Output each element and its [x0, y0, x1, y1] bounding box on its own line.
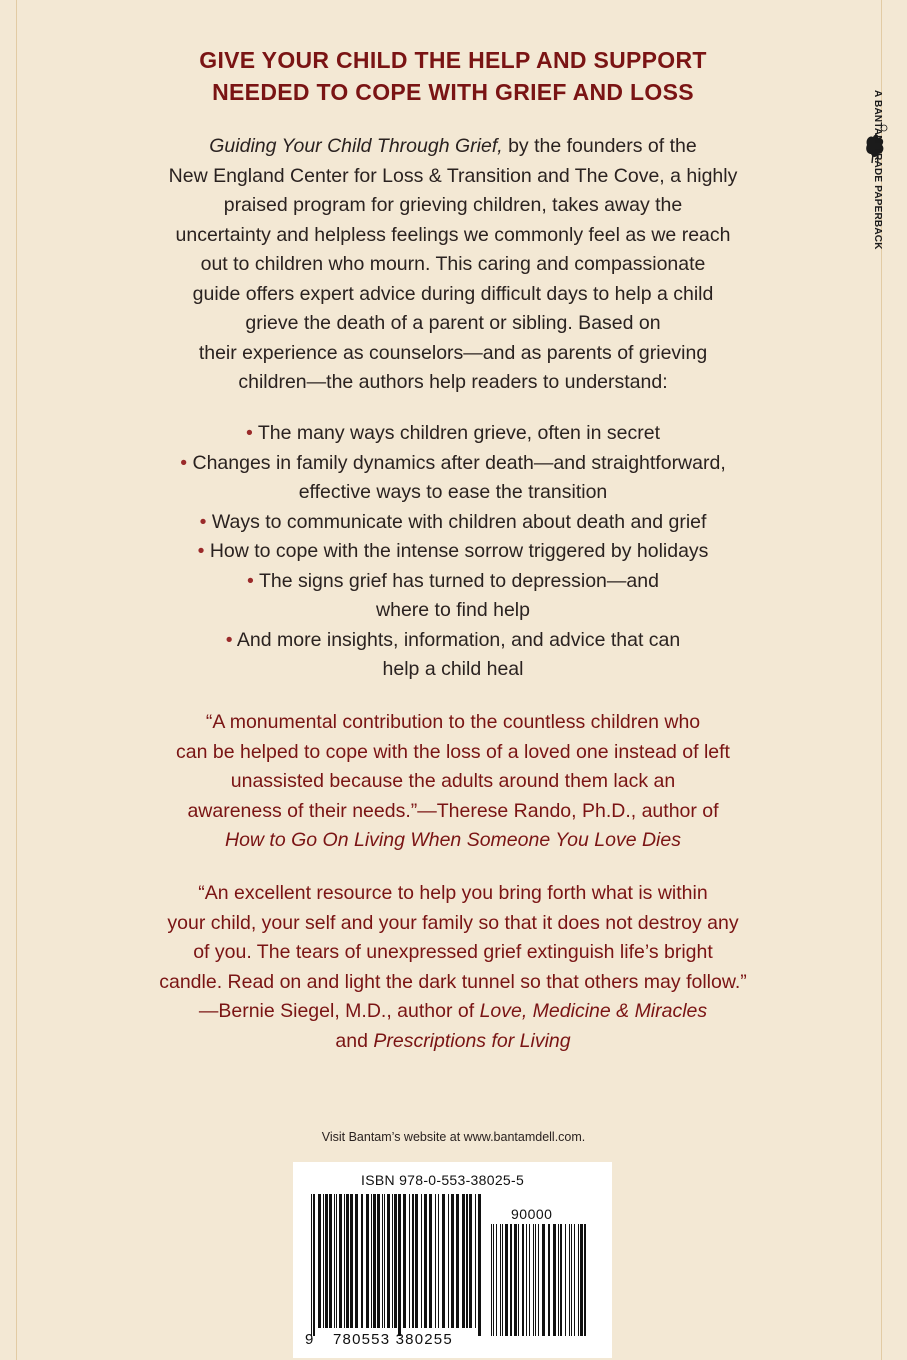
barcode-bar — [558, 1224, 559, 1336]
bullet-icon: • — [197, 540, 205, 562]
website-line: Visit Bantam’s website at www.bantamdell.com. — [321, 1130, 586, 1144]
description-line: grieve the death of a parent or sibling. Based on — [245, 312, 661, 334]
headline — [50, 44, 856, 108]
headline-line: GIVE YOUR CHILD THE HELP AND SUPPORT — [199, 47, 707, 73]
barcode-bar — [323, 1194, 324, 1328]
barcode-bar — [553, 1224, 556, 1336]
barcode-bar — [429, 1194, 432, 1328]
barcode-bar — [538, 1224, 539, 1336]
barcode-bar — [373, 1194, 376, 1328]
spine-imprint-text: A BANTAM TRADE PAPERBACK — [872, 90, 883, 250]
barcode-bar — [336, 1194, 337, 1328]
barcode-bar — [469, 1194, 472, 1328]
barcode-bar — [496, 1224, 497, 1336]
review-quote-rando — [50, 708, 856, 856]
quote-line: awareness of their needs.”—Therese Rando, Ph.D., author of — [187, 799, 719, 822]
barcode-bar — [438, 1194, 439, 1328]
barcode-bar — [421, 1194, 422, 1328]
barcode-bar — [475, 1194, 476, 1328]
barcode-bar — [560, 1224, 562, 1336]
barcode-bar — [462, 1194, 465, 1328]
barcode-bar — [371, 1194, 372, 1328]
barcode-bar — [518, 1224, 519, 1336]
description-line: praised program for grieving children, takes away the — [223, 194, 683, 216]
description-line: out to children who mourn. This caring and compassionate — [200, 253, 706, 275]
barcode-bar — [387, 1194, 390, 1328]
barcode-bar — [505, 1224, 508, 1336]
ean-digits: 780553 380255 — [333, 1331, 453, 1348]
barcode-bar — [491, 1224, 492, 1336]
barcode-bar — [377, 1194, 380, 1328]
bullet-icon: • — [180, 451, 188, 474]
barcode-bar — [403, 1194, 406, 1328]
barcode-bar — [510, 1224, 512, 1336]
barcode-bar — [451, 1194, 454, 1328]
barcode-bar — [334, 1194, 335, 1328]
bullet-item: • And more insights, information, and advice that can help a child heal — [225, 628, 681, 680]
description — [50, 132, 856, 398]
headline-line: NEEDED TO COPE WITH GRIEF AND LOSS — [212, 79, 694, 105]
ean-digit: 9 — [305, 1331, 314, 1348]
barcode-bar — [542, 1224, 545, 1336]
bullet-icon: • — [247, 569, 254, 592]
quote-book-title: How to Go On Living When Someone You Love Dies — [225, 829, 681, 851]
barcode-bar — [571, 1224, 572, 1336]
barcode-bar — [526, 1224, 527, 1336]
barcode-bar — [529, 1224, 530, 1336]
quote-line: of you. The tears of unexpressed grief extinguish life’s bright — [193, 941, 713, 963]
book-title: Guiding Your Child Through Grief, — [209, 135, 503, 157]
barcode-bar — [382, 1194, 383, 1328]
description-line: uncertainty and helpless feelings we commonly feel as we reach — [175, 223, 731, 246]
barcode-bar — [361, 1194, 363, 1328]
quote-line: “A monumental contribution to the countless children who — [205, 711, 701, 733]
description-line: New England Center for Loss & Transition and The Cove, a highly — [168, 164, 738, 187]
barcode-bar — [442, 1194, 445, 1328]
barcode-bar — [500, 1224, 501, 1336]
barcode-bar — [522, 1224, 524, 1336]
barcode-bar — [313, 1194, 315, 1336]
barcode-bar — [424, 1194, 427, 1328]
quote-line: “An excellent resource to help you bring forth what is within — [198, 882, 708, 904]
barcode-bar — [456, 1194, 459, 1328]
barcode-bar — [535, 1224, 536, 1336]
quote-line: candle. Read on and light the dark tunnel so that others may follow.” — [159, 970, 747, 993]
bullet-icon: • — [245, 422, 253, 444]
quote-book-title: Prescriptions for Living — [373, 1029, 571, 1052]
barcode-bar — [394, 1194, 397, 1328]
barcode-bar — [502, 1224, 503, 1336]
barcode-bar — [355, 1194, 358, 1328]
barcode-bar — [435, 1194, 436, 1328]
barcode-bar — [311, 1194, 312, 1336]
isbn-text: ISBN 978-0-553-38025-5 — [361, 1172, 525, 1188]
description-line: Guiding Your Child Through Grief, by the founders of the — [209, 135, 697, 157]
barcode-bar — [565, 1224, 566, 1336]
barcode-bar — [466, 1194, 468, 1328]
quote-line: can be helped to cope with the loss of a loved one instead of left — [176, 740, 730, 763]
barcode-bar — [548, 1224, 550, 1336]
barcode-addon-bars — [491, 1224, 589, 1336]
barcode-bar — [478, 1194, 481, 1336]
bullet-icon: • — [199, 510, 207, 533]
barcode-bar — [569, 1224, 570, 1336]
description-line: guide offers expert advice during difficult days to help a child — [192, 282, 714, 305]
bullet-list — [50, 419, 856, 685]
barcode-bar — [584, 1224, 586, 1336]
barcode-bar — [366, 1194, 369, 1328]
barcode-bar — [412, 1194, 414, 1328]
barcode-bar — [346, 1194, 349, 1328]
quote-attribution: and Prescriptions for Living — [335, 1029, 571, 1052]
bullet-icon: • — [225, 628, 233, 651]
price-code: 90000 — [511, 1206, 553, 1222]
barcode — [293, 1162, 612, 1358]
spine-imprint — [869, 90, 887, 280]
bullet-item: • The signs grief has turned to depression—and where to find help — [247, 569, 659, 621]
bullet-item: • Ways to communicate with children about death and grief — [199, 510, 707, 533]
review-quote-siegel — [50, 879, 856, 1056]
barcode-bar — [339, 1194, 342, 1328]
barcode-bar — [318, 1194, 321, 1328]
bullet-item: • How to cope with the intense sorrow triggered by holidays — [197, 540, 709, 562]
barcode-bar — [409, 1194, 410, 1328]
barcode-bar — [392, 1194, 393, 1328]
quote-attribution: —Bernie Siegel, M.D., author of Love, Medicine & Miracles — [198, 1000, 708, 1022]
barcode-bar — [415, 1194, 418, 1328]
barcode-bar — [580, 1224, 583, 1336]
barcode-bar — [384, 1194, 385, 1328]
barcode-bar — [578, 1224, 579, 1336]
barcode-bar — [325, 1194, 328, 1328]
quote-line: your child, your self and your family so that it does not destroy any — [167, 911, 739, 934]
barcode-bar — [350, 1194, 353, 1328]
quote-book-title: Love, Medicine & Miracles — [479, 1000, 708, 1022]
barcode-bars — [311, 1194, 483, 1336]
barcode-bar — [493, 1224, 494, 1336]
barcode-bar — [448, 1194, 449, 1328]
barcode-bar — [533, 1224, 534, 1336]
barcode-bar — [398, 1194, 401, 1336]
description-line: children—the authors help readers to understand: — [238, 371, 668, 393]
bullet-item: • Changes in family dynamics after death—and straightforward, effective ways to ease the transition — [180, 451, 726, 503]
quote-line: unassisted because the adults around them lack an — [230, 770, 676, 792]
description-line: their experience as counselors—and as parents of grieving — [198, 341, 708, 364]
barcode-bar — [514, 1224, 517, 1336]
barcode-bar — [344, 1194, 345, 1328]
barcode-bar — [574, 1224, 575, 1336]
bullet-item: • The many ways children grieve, often in secret — [245, 422, 660, 444]
barcode-bar — [329, 1194, 332, 1328]
